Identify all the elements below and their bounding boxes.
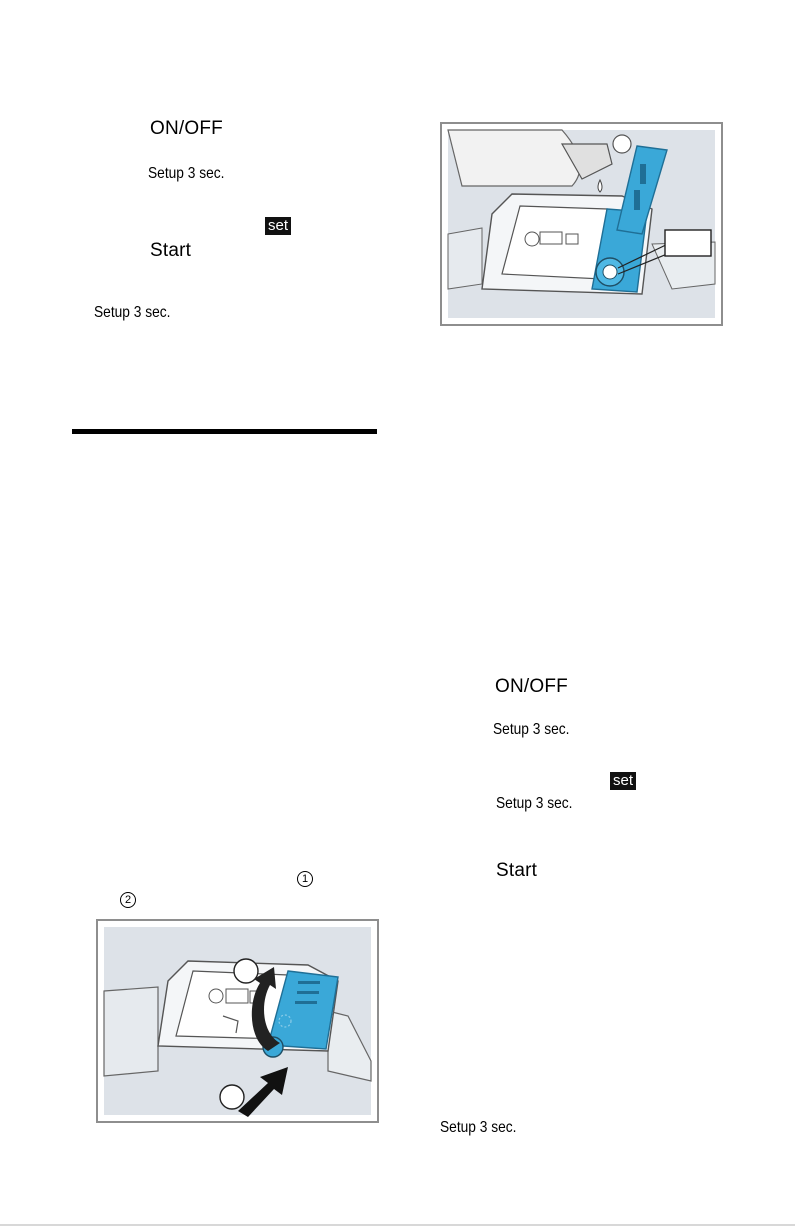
onoff-button-label: ON/OFF [495, 676, 568, 697]
step-marker-2: 2 [120, 890, 136, 908]
step-marker-1: 1 [297, 869, 313, 887]
set-badge: set [610, 772, 636, 790]
setup-label: Setup 3 sec. [496, 795, 573, 812]
setup-label: Setup 3 sec. [493, 721, 570, 738]
start-button-label: Start [496, 860, 538, 881]
start-button-label: Start [150, 240, 192, 261]
onoff-button-label: ON/OFF [150, 118, 223, 139]
setup-label: Setup 3 sec. [440, 1119, 517, 1136]
dispenser-opening-illustration [96, 919, 379, 1123]
section-divider [72, 429, 377, 434]
set-badge: set [265, 217, 291, 235]
setup-label: Setup 3 sec. [148, 165, 225, 182]
rinse-aid-filling-illustration [440, 122, 723, 326]
setup-label: Setup 3 sec. [94, 304, 171, 321]
